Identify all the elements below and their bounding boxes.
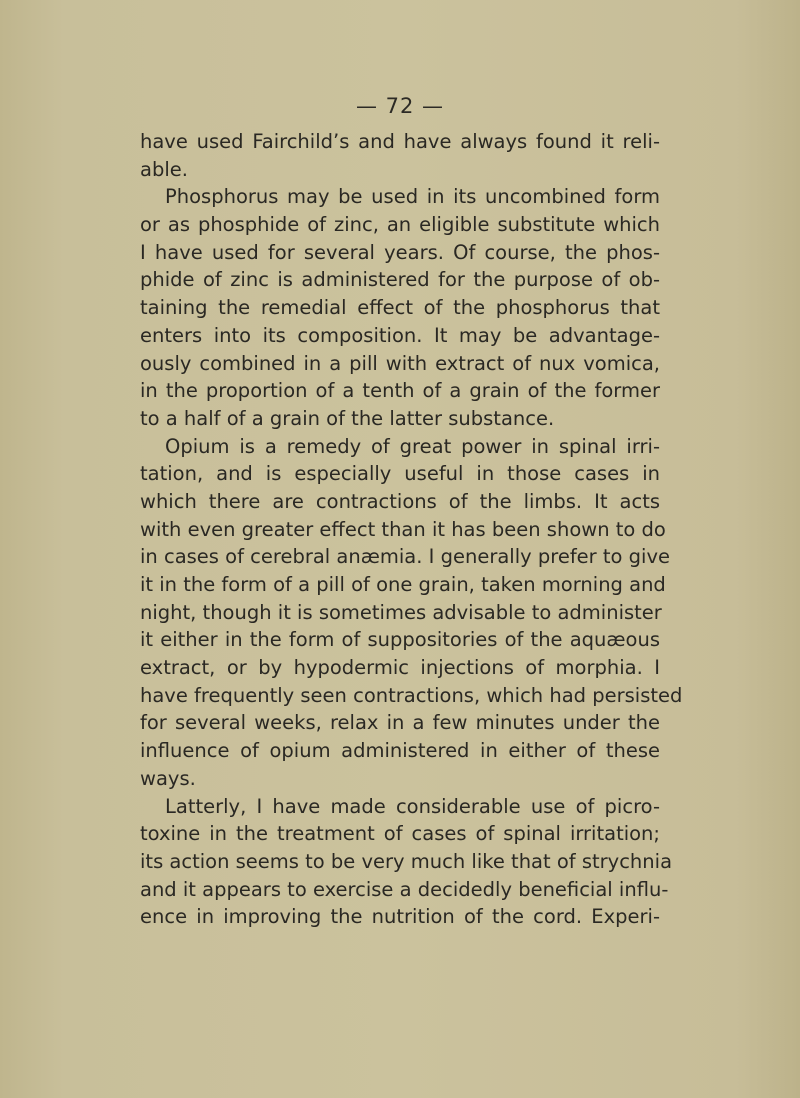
- body-text: [140, 128, 683, 931]
- text-line: Opium is a remedy of great power in spinal irri-: [165, 434, 660, 458]
- text-line: influence of opium administered in either of these: [140, 739, 660, 763]
- page-number: — 72 —: [355, 94, 445, 118]
- text-line: phide of zinc is administered for the purpose of ob-: [140, 268, 660, 292]
- text-line: it in the form of a pill of one grain, taken morning and: [140, 573, 666, 596]
- text-line: or as phosphide of zinc, an eligible substitute which: [140, 213, 660, 237]
- text-line: in cases of cerebral anæmia. I generally prefer to give: [140, 545, 671, 569]
- text-line: which there are contractions of the limbs. It acts: [140, 489, 660, 513]
- text-line: ence in improving the nutrition of the cord. Experi-: [140, 905, 660, 929]
- text-line: Latterly, I have made considerable use of picro-: [165, 794, 660, 818]
- text-line: with even greater effect than it has been shown to do: [140, 517, 666, 541]
- text-line: able.: [140, 157, 188, 181]
- text-line: its action seems to be very much like that of strychnia: [140, 849, 673, 873]
- text-line: taining the remedial effect of the phosphorus that: [140, 296, 660, 320]
- text-line: to a half of a grain of the latter substance.: [140, 406, 555, 430]
- text-line: extract, or by hypodermic injections of morphia. I: [140, 656, 660, 680]
- text-line: Phosphorus may be used in its uncombined form: [165, 185, 660, 209]
- text-line: tation, and is especially useful in those cases in: [140, 462, 660, 486]
- text-line: and it appears to exercise a decidedly beneficial influ-: [140, 877, 669, 901]
- text-line: have frequently seen contractions, which had persisted: [140, 683, 683, 707]
- text-line: ously combined in a pill with extract of nux vomica,: [140, 351, 660, 375]
- text-line: night, though it is sometimes advisable to administer: [140, 600, 662, 624]
- text-line: I have used for several years. Of course, the phos-: [140, 240, 660, 264]
- text-line: enters into its composition. It may be advantage-: [140, 323, 660, 347]
- text-line: it either in the form of suppositories of the aquæous: [140, 628, 660, 652]
- text-line: for several weeks, relax in a few minutes under the: [140, 711, 660, 735]
- text-line: ways.: [140, 766, 196, 790]
- text-line: have used Fairchild’s and have always found it reli-: [140, 130, 660, 153]
- text-line: in the proportion of a tenth of a grain of the former: [140, 379, 660, 403]
- text-line: toxine in the treatment of cases of spinal irritation;: [140, 822, 660, 846]
